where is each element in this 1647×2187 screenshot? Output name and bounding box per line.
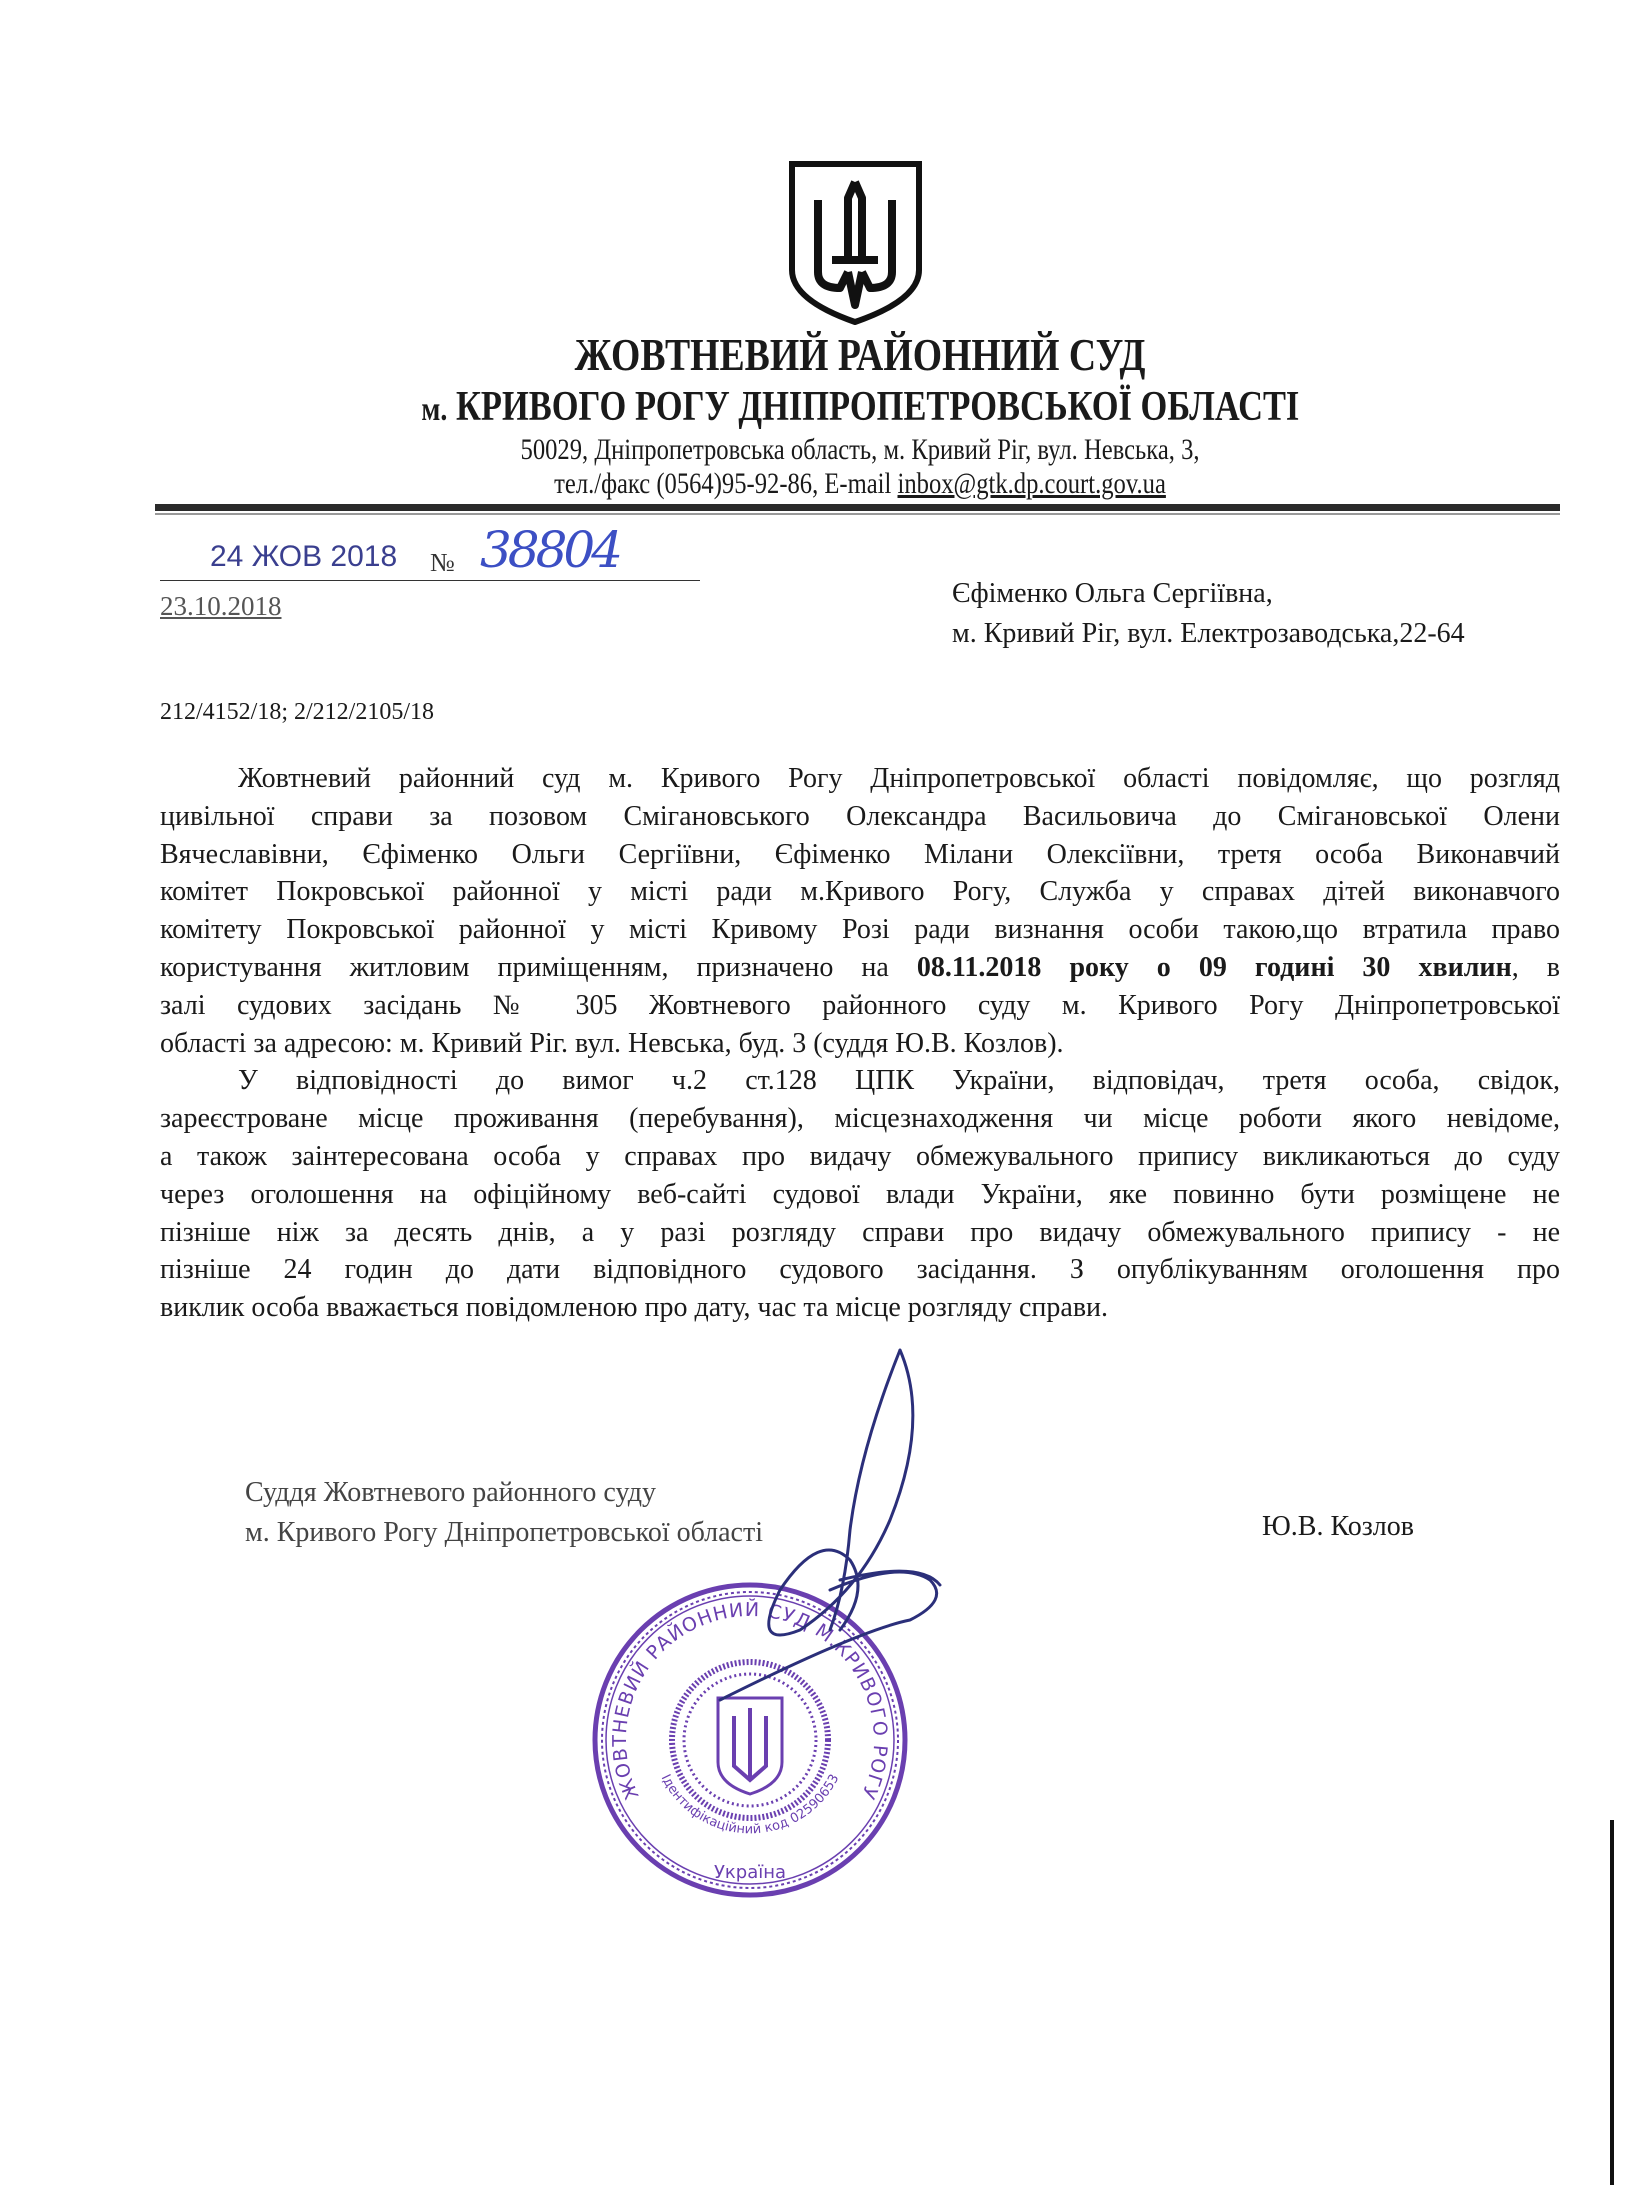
- hearing-datetime: 08.11.2018 року о 09 годині 30 хвилин: [916, 951, 1512, 983]
- court-name-line1: ЖОВТНЕВИЙ РАЙОННИЙ СУД: [574, 329, 1146, 380]
- signatory-name: Ю.В. Козлов: [1262, 1511, 1414, 1542]
- body-line: комітету Покровської районної у місті Кривому Розі ради визнання особи такою,що втратила право: [160, 914, 1560, 946]
- body-line: через оголошення на офіційному веб-сайті судової влади України, яке повинно бути розміщене не: [160, 1178, 1560, 1210]
- body-text: , в: [1511, 951, 1560, 983]
- body-text: користування житловим приміщенням, призначено на: [160, 951, 917, 983]
- signatory-position-line1: Суддя Жовтневого районного суду: [245, 1477, 656, 1508]
- court-contacts: тел./факс (0564)95-92-86, E-mail inbox@gtk.dp.court.gov.ua: [554, 467, 1166, 500]
- court-address: 50029, Дніпропетровська область, м. Кривий Ріг, вул. Невська, 3,: [520, 433, 1200, 466]
- body-line: Вячеславівни, Єфіменко Ольги Сергіївни, Єфіменко Мілани Олексіївни, третя особа Виконавчий: [160, 838, 1560, 870]
- body-line: а також заінтересована особа у справах про видачу обмежувального припису викликаються до суду: [160, 1140, 1560, 1172]
- header-divider-thin: [155, 513, 1560, 515]
- registration-number: 38804: [480, 521, 620, 579]
- body-line: виклик особа вважається повідомленою про дату, час та місце розгляду справи.: [160, 1292, 1109, 1324]
- recipient-block: [952, 574, 1465, 654]
- court-name-line2: м. КРИВОГО РОГУ ДНІПРОПЕТРОВСЬКОЇ ОБЛАСТІ: [421, 384, 1299, 430]
- trident-icon: [788, 160, 923, 325]
- body-line: залі судових засідань № 305 Жовтневого районного суду м. Кривого Рогу Дніпропетровської: [160, 989, 1560, 1021]
- signatory-position-line2: м. Кривого Рогу Дніпропетровської області: [245, 1517, 763, 1548]
- scan-edge-mark: [1610, 1820, 1614, 2185]
- body-line: пізніше 24 годин до дати відповідного судового засідання. З опублікуванням оголошення про: [160, 1254, 1560, 1286]
- header-divider: [155, 504, 1560, 511]
- body-line: цивільної справи за позовом Сміганoвського Олександра Васильовича до Сміганoвської Олени: [160, 800, 1560, 832]
- seal-inner-text: Ідентифікаційний код 02590653: [657, 1771, 843, 1838]
- email-link[interactable]: inbox@gtk.dp.court.gov.ua: [897, 467, 1166, 500]
- body-line: області за адресою: м. Кривий Ріг. вул. Невська, буд. 3 (суддя Ю.В. Козлов).: [160, 1027, 1064, 1059]
- body-line: [160, 949, 1560, 987]
- letter-body: [160, 760, 1560, 1327]
- body-line: Жовтневий районний суд м. Кривого Рогу Дніпропетровської області повідомляє, що розгляд: [238, 763, 1560, 794]
- recipient-name: Єфіменко Ольга Сергіївна,: [952, 578, 1273, 609]
- registration-underline: [160, 580, 700, 581]
- registration-number-label: №: [430, 548, 455, 577]
- body-line: зареєстроване місце проживання (перебування), місцезнаходження чи місце роботи якого невідоме,: [160, 1103, 1560, 1135]
- registration-stamp-date: 24 ЖОВ 2018: [210, 540, 398, 573]
- seal-outer-text: ЖОВТНЕВИЙ РАЙОННИЙ СУД М.КРИВОГО РОГУ: [608, 1598, 892, 1804]
- handwritten-signature: [600, 1330, 1020, 1710]
- body-line: комітет Покровської районної у місті ради м.Кривого Рогу, Служба у справах дітей виконавчого: [160, 876, 1560, 908]
- body-line: пізніше ніж за десять днів, а у разі розгляду справи про видачу обмежувального припису - не: [160, 1216, 1560, 1248]
- body-line: У відповідності до вимог ч.2 ст.128 ЦПК України, відповідач, третя особа, свідок,: [238, 1065, 1560, 1097]
- case-numbers: 212/4152/18; 2/212/2105/18: [160, 699, 435, 725]
- seal-bottom-text: Україна: [713, 1862, 787, 1883]
- outgoing-date: 23.10.2018: [160, 591, 282, 621]
- recipient-address: м. Кривий Ріг, вул. Електрозаводська,22-64: [952, 618, 1465, 649]
